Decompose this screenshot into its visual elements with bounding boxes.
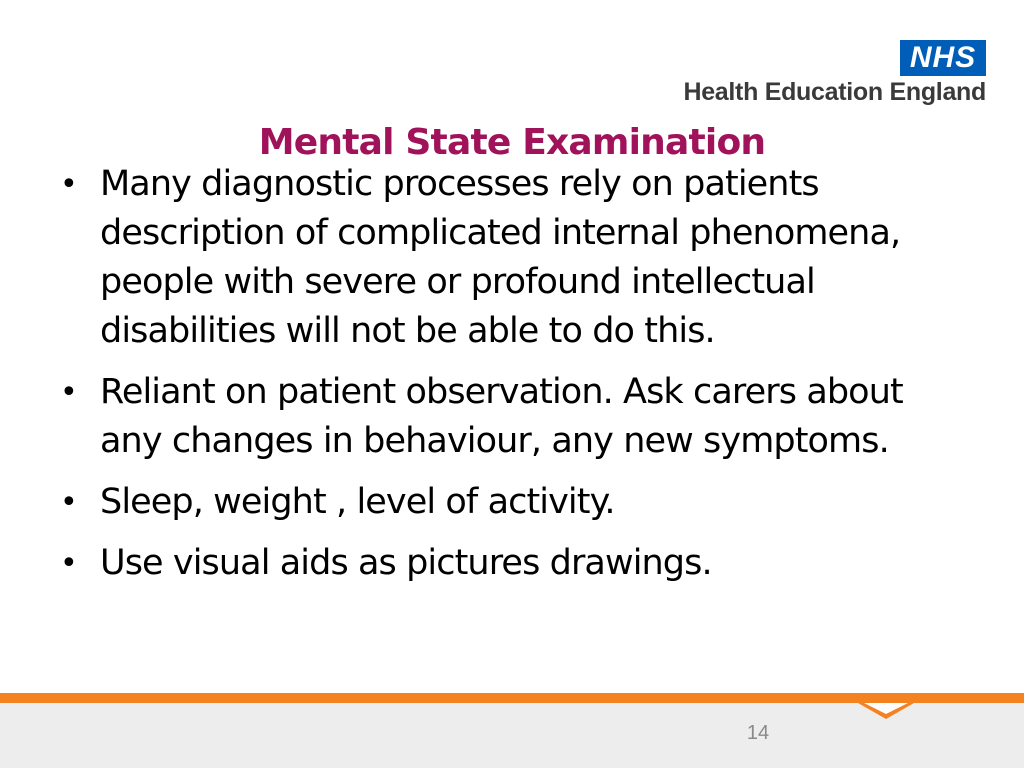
bullet-text: Sleep, weight , level of activity. <box>100 482 615 522</box>
footer-accent-line <box>0 693 1024 703</box>
slide-title: Mental State Examination <box>258 122 766 163</box>
bullet-item <box>56 478 956 527</box>
bullet-list <box>56 160 956 600</box>
bullet-icon: • <box>60 375 77 410</box>
bullet-text: Many diagnostic processes rely on patients description of complicated internal phenomena, people with severe or profound intellectual disabilities will not be able to do this. <box>100 164 901 351</box>
footer-notch-inner <box>864 703 908 714</box>
bullet-item <box>56 160 956 356</box>
bullet-item <box>56 539 956 588</box>
page-number: 14 <box>746 722 770 744</box>
bullet-item <box>56 368 956 466</box>
nhs-logo-badge: NHS <box>900 40 986 76</box>
nhs-hee-logo <box>636 40 986 112</box>
organisation-name: Health Education England <box>683 78 986 106</box>
bullet-text: Reliant on patient observation. Ask carers about any changes in behaviour, any new symptoms. <box>100 372 903 461</box>
bullet-icon: • <box>60 546 77 581</box>
bullet-icon: • <box>60 485 77 520</box>
bullet-text: Use visual aids as pictures drawings. <box>100 543 712 583</box>
bullet-icon: • <box>60 167 77 202</box>
